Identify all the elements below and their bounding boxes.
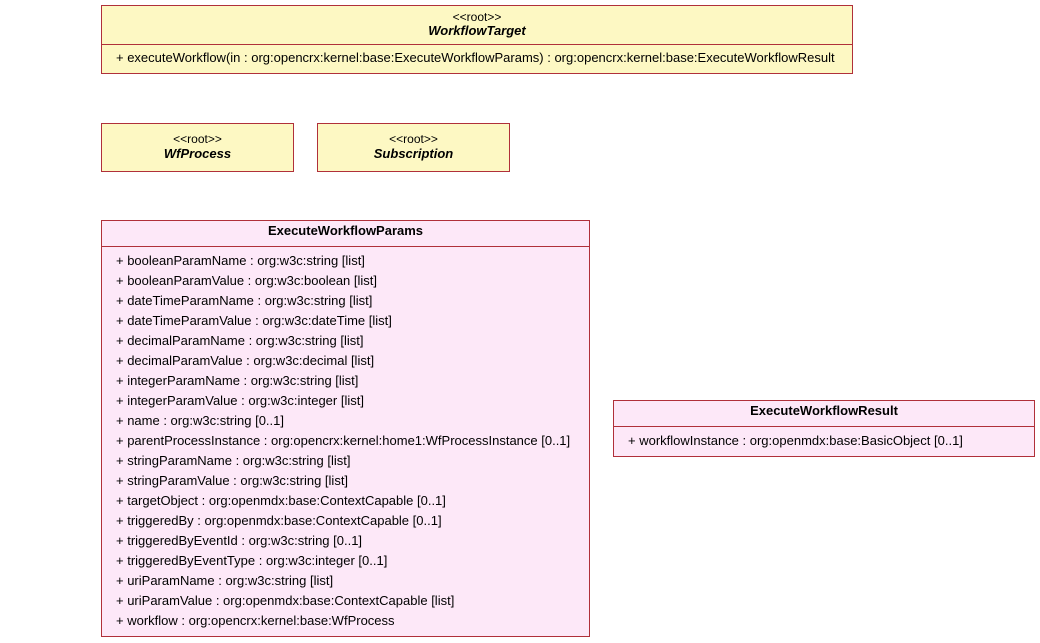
class-execute-workflow-result[interactable] <box>613 400 1035 457</box>
attribute-row: + triggeredBy : org:openmdx:base:ContextCapable [0..1] <box>116 513 442 528</box>
class-name: WfProcess <box>163 146 232 161</box>
attribute-row: + booleanParamName : org:w3c:string [list] <box>116 253 365 268</box>
operation-row: + executeWorkflow(in : org:opencrx:kernel:base:ExecuteWorkflowParams) : org:opencrx:kernel:base:ExecuteWorkflowResult <box>116 50 835 65</box>
attribute-row: + targetObject : org:openmdx:base:ContextCapable [0..1] <box>116 493 446 508</box>
attribute-row: + triggeredByEventId : org:w3c:string [0..1] <box>116 533 363 548</box>
class-name: ExecuteWorkflowResult <box>750 403 898 418</box>
attribute-row: + workflowInstance : org:openmdx:base:BasicObject [0..1] <box>628 433 963 448</box>
class-wf-process[interactable] <box>101 123 294 172</box>
class-header <box>102 124 293 160</box>
class-execute-workflow-params[interactable] <box>101 220 590 637</box>
attribute-row: + decimalParamValue : org:w3c:decimal [list] <box>116 353 375 368</box>
class-name: ExecuteWorkflowParams <box>267 223 424 238</box>
attribute-row: + integerParamValue : org:w3c:integer [list] <box>116 393 364 408</box>
attribute-row: + dateTimeParamValue : org:w3c:dateTime [list] <box>116 313 392 328</box>
attribute-row: + parentProcessInstance : org:opencrx:kernel:home1:WfProcessInstance [0..1] <box>116 433 571 448</box>
attribute-row: + stringParamName : org:w3c:string [list] <box>116 453 351 468</box>
class-header <box>102 6 852 45</box>
attribute-row: + workflow : org:opencrx:kernel:base:WfProcess <box>116 613 395 628</box>
attribute-row: + decimalParamName : org:w3c:string [list] <box>116 333 364 348</box>
class-subscription[interactable] <box>317 123 510 172</box>
stereotype-label: <<root>> <box>389 132 438 146</box>
attribute-row: + dateTimeParamName : org:w3c:string [list] <box>116 293 373 308</box>
class-workflow-target[interactable] <box>101 5 853 74</box>
class-header <box>102 221 589 247</box>
stereotype-label: <<root>> <box>173 132 222 146</box>
attribute-row: + uriParamValue : org:openmdx:base:ContextCapable [list] <box>116 593 455 608</box>
class-header <box>318 124 509 160</box>
attribute-row: + triggeredByEventType : org:w3c:integer [0..1] <box>116 553 388 568</box>
operations-compartment <box>102 45 852 68</box>
attribute-row: + name : org:w3c:string [0..1] <box>116 413 284 428</box>
stereotype-label: <<root>> <box>452 10 502 24</box>
attribute-row: + booleanParamValue : org:w3c:boolean [list] <box>116 273 378 288</box>
class-name: Subscription <box>373 146 454 161</box>
class-name: WorkflowTarget <box>428 23 526 38</box>
attribute-row: + integerParamName : org:w3c:string [list] <box>116 373 359 388</box>
attributes-compartment <box>102 247 589 631</box>
attributes-compartment <box>614 427 1034 451</box>
attribute-row: + uriParamName : org:w3c:string [list] <box>116 573 334 588</box>
attribute-row: + stringParamValue : org:w3c:string [list] <box>116 473 349 488</box>
class-header <box>614 401 1034 427</box>
